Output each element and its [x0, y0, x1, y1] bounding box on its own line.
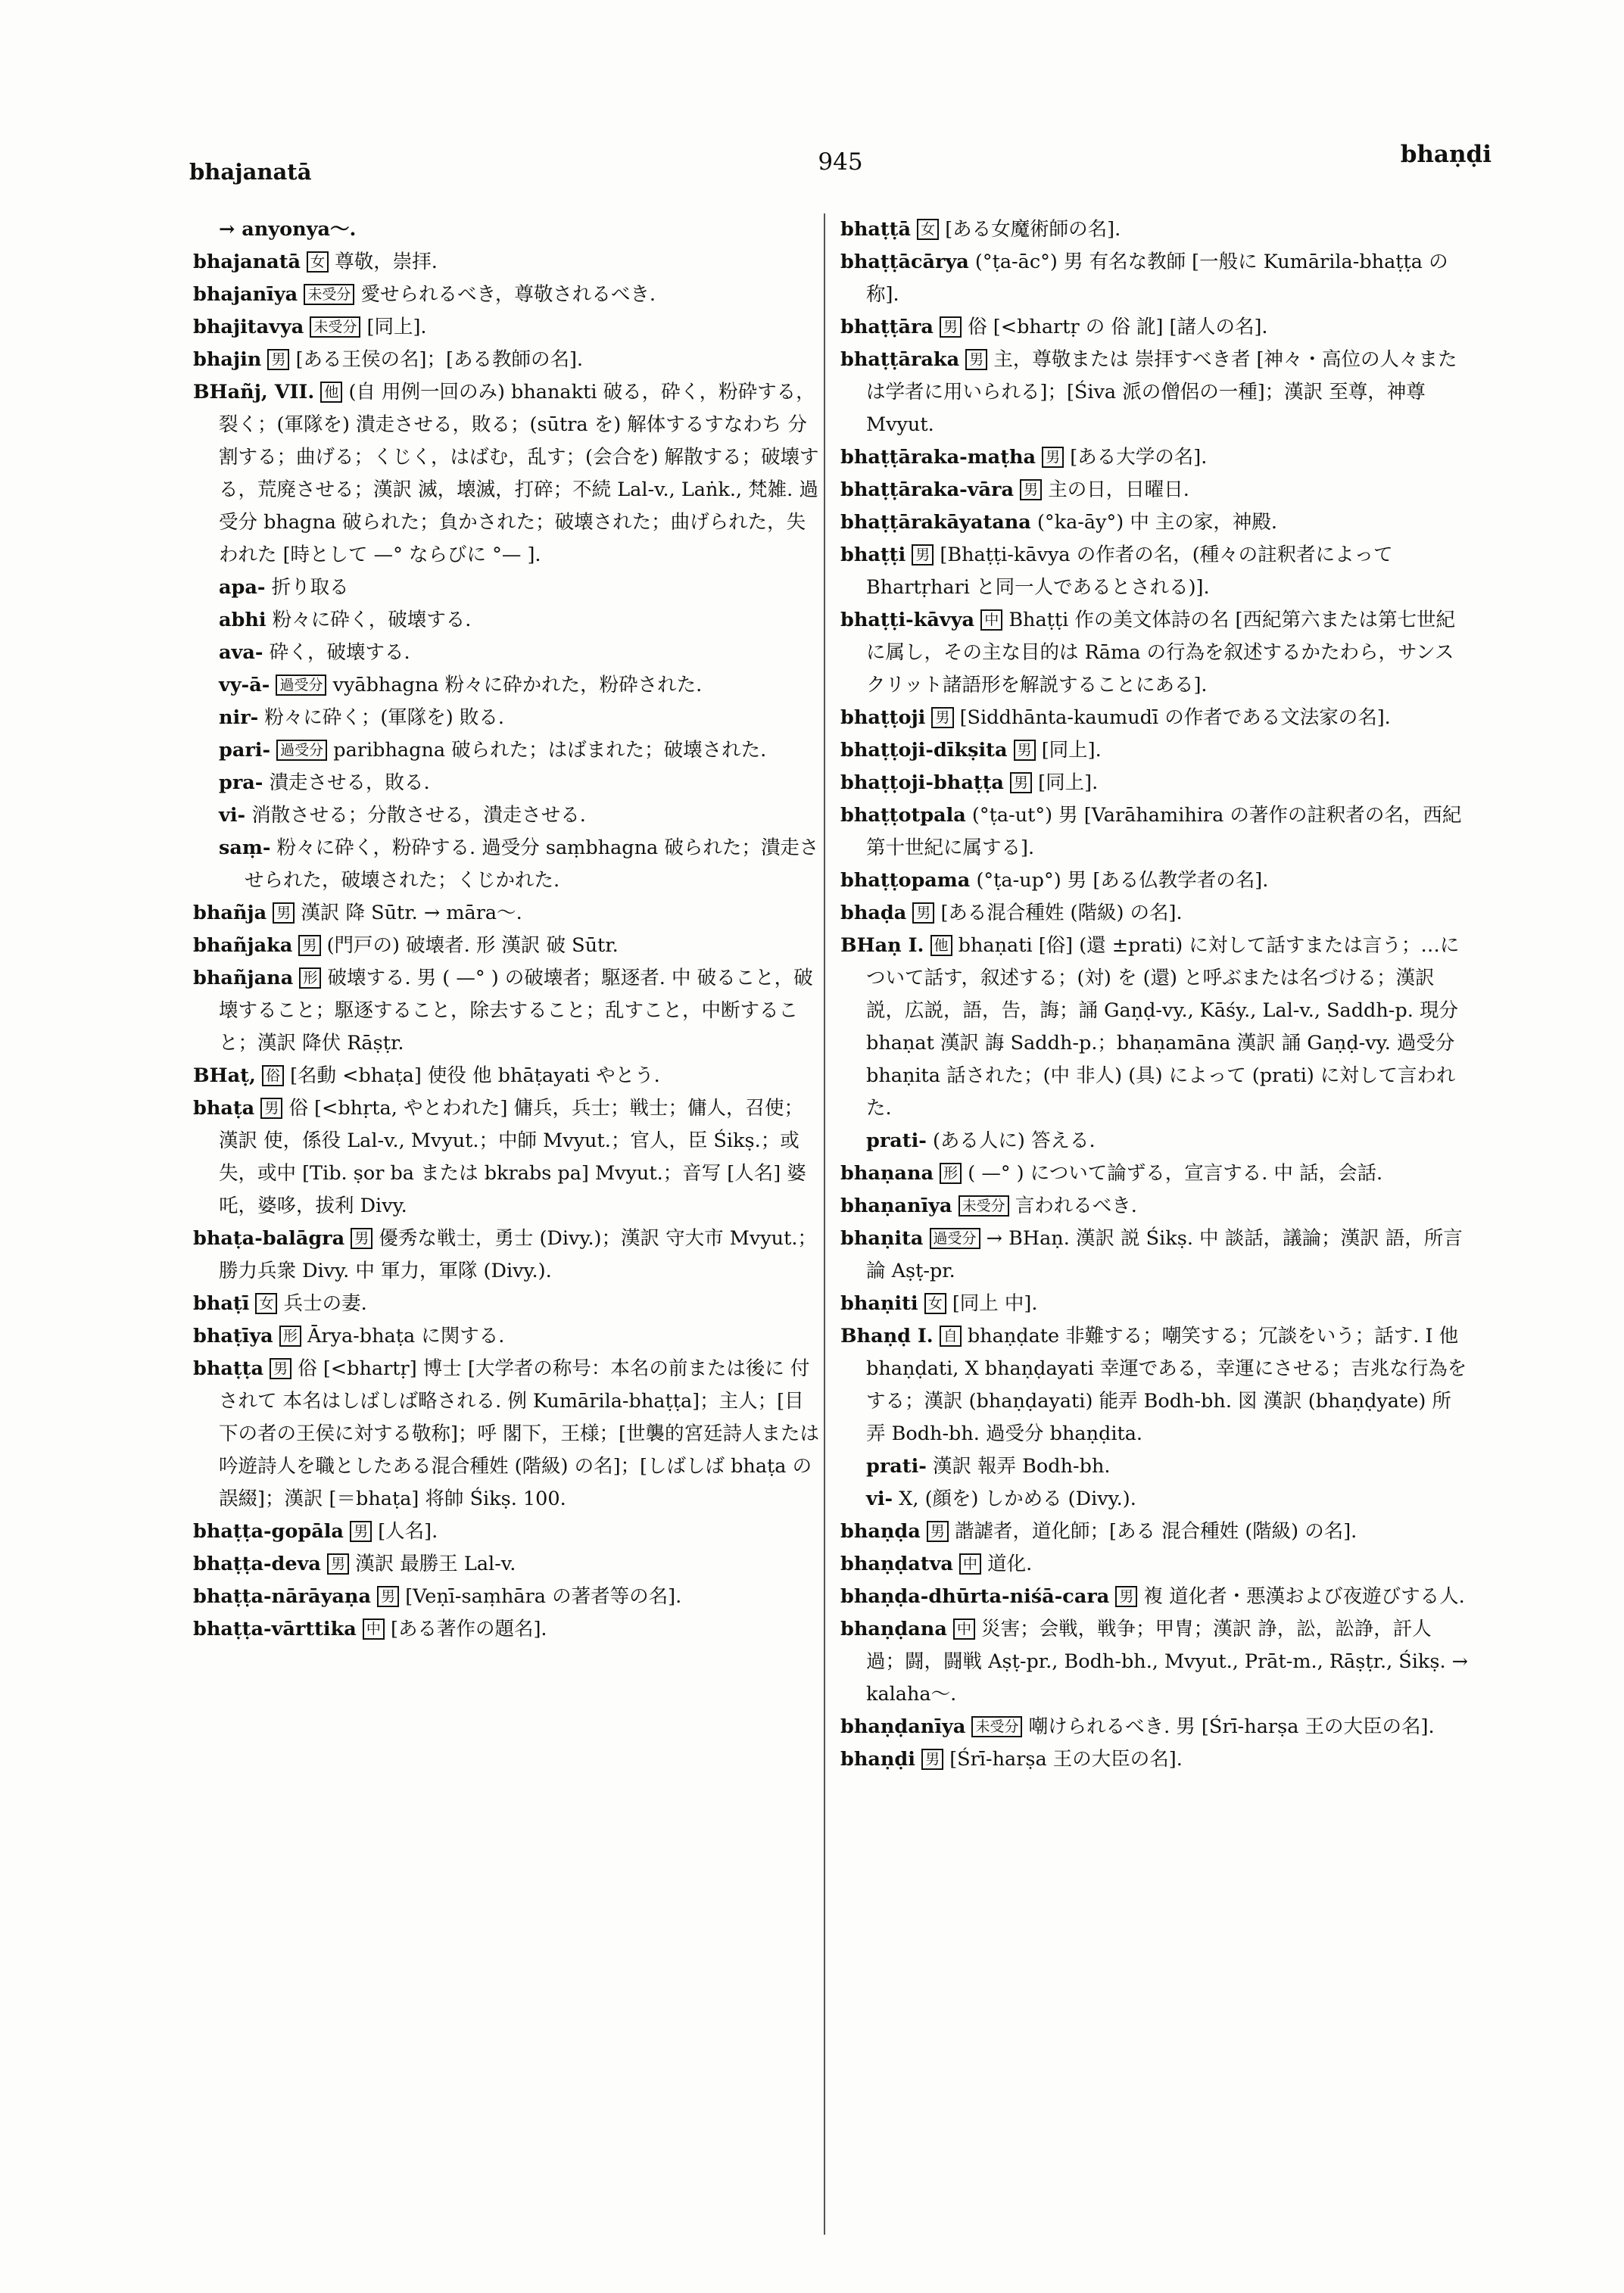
entry-definition: Ārya-bhaṭa に関する. — [307, 1325, 505, 1347]
entry-headword: bhajitavya — [193, 316, 304, 338]
entry-definition: [同上]. — [1038, 771, 1099, 794]
entry-headword: bhaṭṭi — [840, 544, 906, 566]
dictionary-entry — [193, 930, 821, 962]
entry-headword: bhaṭṭāraka — [840, 348, 960, 371]
entry-definition: X, (顔を) しかめる (Divy.). — [899, 1488, 1136, 1510]
entry-definition: 漢訳 降 Sūtr. → māra～. — [301, 902, 522, 924]
entry-definition: vyābhagna 粉々に砕かれた，粉砕された. — [332, 674, 703, 696]
grammar-tag: 未受分 — [310, 316, 360, 338]
entry-definition: (自 用例一回のみ) bhanakti 破る，砕く，粉砕する，裂く；(軍隊を) 潰走させる，敗る；(sūtra を) 解体するすなわち 分割する；曲げる；くじく，はばむ，乱す；(会合を) 解散する；破壊する，荒廃させる；漢訳 滅，壊滅，打碎；不続 Lal-v., Laṅk., 梵雑. 過受分 bhagna 破られた；負かされた；破壊された；曲げられた，失われた [時として —° ならびに °— ]. — [219, 381, 819, 566]
entry-headword: bhaṇana — [840, 1162, 934, 1185]
entry-definition: 粉々に砕く；(軍隊を) 敗る. — [264, 706, 504, 729]
grammar-tag: 男 — [912, 544, 934, 565]
grammar-tag: 男 — [377, 1586, 399, 1607]
dictionary-entry — [840, 1190, 1469, 1223]
grammar-tag: 他 — [930, 935, 952, 956]
right-column — [840, 213, 1469, 1776]
grammar-tag: 男 — [351, 1228, 372, 1249]
grammar-tag: 男 — [1042, 447, 1064, 468]
entry-headword: bhaṭṭoji — [840, 706, 926, 729]
dictionary-entry — [840, 734, 1469, 767]
entry-definition: 砕く，破壊する. — [269, 641, 410, 664]
entry-headword: bhaṭṭotpala — [840, 804, 966, 827]
entry-headword: vi- — [219, 804, 246, 827]
entry-headword: saṃ- — [219, 837, 271, 859]
dictionary-entry — [840, 1288, 1469, 1320]
entry-headword: bhaṇḍa-dhūrta-niśā-cara — [840, 1585, 1110, 1608]
dictionary-entry — [840, 213, 1469, 246]
entry-headword: bhañjana — [193, 967, 294, 989]
grammar-tag: 未受分 — [959, 1195, 1009, 1217]
entry-headword: bhaṭa — [193, 1097, 255, 1120]
entry-headword: bhaṭī — [193, 1292, 250, 1315]
entry-headword: BHaṇ I. — [840, 934, 924, 957]
grammar-tag: 女 — [307, 251, 329, 273]
dictionary-entry — [840, 930, 1469, 1125]
grammar-tag: 女 — [255, 1293, 277, 1314]
entry-definition: [ある著作の題名]. — [391, 1618, 547, 1640]
entry-headword: bhaṇḍana — [840, 1618, 947, 1640]
entry-headword: bhaṭṭopama — [840, 869, 971, 892]
grammar-tag: 男 — [912, 902, 934, 924]
dictionary-entry — [840, 1516, 1469, 1548]
entry-headword: bhaṭīya — [193, 1325, 273, 1347]
grammar-tag: 中 — [980, 609, 1002, 631]
entry-headword: ava- — [219, 641, 263, 664]
entry-definition: 道化. — [987, 1553, 1033, 1575]
entry-headword: bhaṭṭoji-dīkṣita — [840, 739, 1008, 762]
entry-definition: [ある混合種姓 (階級) の名]. — [940, 902, 1183, 924]
dictionary-entry — [193, 734, 821, 767]
dictionary-entry — [193, 1092, 821, 1223]
entry-definition: [Veṇī-saṃhāra の著者等の名]. — [405, 1585, 682, 1608]
dictionary-entry — [840, 1483, 1469, 1516]
dictionary-entry — [193, 1060, 821, 1092]
dictionary-entry — [840, 1157, 1469, 1190]
dictionary-entry — [193, 376, 821, 572]
dictionary-entry — [840, 1711, 1469, 1743]
entry-definition: → BHaṇ. 漢訳 説 Śikṣ. 中 談話，議論；漢訳 語，所言論 Aṣṭ-pr. — [866, 1227, 1463, 1282]
entry-headword: BHañj, VII. — [193, 381, 315, 403]
grammar-tag: 男 — [927, 1521, 949, 1542]
grammar-tag: 男 — [1014, 740, 1036, 761]
dictionary-entry — [193, 702, 821, 734]
entry-definition: [同上]. — [1041, 739, 1102, 762]
entry-headword: bhaṭṭa-gopāla — [193, 1520, 344, 1543]
entry-definition: 兵士の妻. — [283, 1292, 367, 1315]
grammar-tag: 男 — [270, 1358, 291, 1379]
entry-headword: abhi — [219, 609, 267, 631]
entry-definition: [Śrī-harṣa 王の大臣の名]. — [949, 1748, 1183, 1771]
entry-headword: Bhaṇḍ I. — [840, 1325, 934, 1347]
entry-headword: vy-ā- — [219, 674, 270, 696]
grammar-tag: 中 — [959, 1553, 981, 1575]
entry-definition: 粉々に砕く，粉砕する. 過受分 saṃbhagna 破られた；潰走させられた，破壊された；くじかれた. — [245, 837, 819, 892]
dictionary-entry — [840, 1320, 1469, 1450]
grammar-tag: 男 — [260, 1098, 282, 1119]
entry-headword: bhaṭṭā — [840, 218, 911, 241]
dictionary-entry — [193, 311, 821, 344]
entry-definition: 漢訳 最勝王 Lal-v. — [355, 1553, 516, 1575]
dictionary-entry — [840, 897, 1469, 930]
entry-definition: 潰走させる，敗る. — [269, 771, 430, 794]
entry-definition: (門戸の) 破壊者. 形 漢訳 破 Sūtr. — [326, 934, 619, 957]
grammar-tag: 男 — [1115, 1586, 1137, 1607]
dictionary-entry — [840, 1125, 1469, 1157]
grammar-tag: 中 — [953, 1618, 975, 1640]
dictionary-entry — [840, 1450, 1469, 1483]
entry-definition: (°ṭa-āc°) 男 有名な教師 [一般に Kumārila-bhaṭṭa の称]. — [866, 251, 1448, 306]
dictionary-entry — [193, 1223, 821, 1288]
entry-definition: [ある王侯の名]；[ある教師の名]. — [295, 348, 583, 371]
dictionary-entry — [193, 897, 821, 930]
dictionary-entry — [193, 799, 821, 832]
entry-headword: bhaṇḍa — [840, 1520, 921, 1543]
dictionary-entry — [193, 637, 821, 669]
grammar-tag: 女 — [924, 1293, 946, 1314]
entry-headword: bhaṇanīya — [840, 1195, 952, 1217]
entry-definition: 粉々に砕く，破壊する. — [272, 609, 472, 631]
grammar-tag: 男 — [350, 1521, 372, 1542]
dictionary-entry — [193, 669, 821, 702]
entry-headword: pari- — [219, 739, 271, 762]
entry-headword: bhaṭa-balāgra — [193, 1227, 345, 1250]
dictionary-entry — [840, 474, 1469, 506]
grammar-tag: 未受分 — [304, 284, 354, 305]
grammar-tag: 他 — [320, 382, 342, 403]
entry-definition: (°ṭa-up°) 男 [ある仏教学者の名]. — [976, 869, 1269, 892]
entry-headword: bhaṭṭi-kāvya — [840, 609, 975, 631]
dictionary-entry — [193, 344, 821, 376]
entry-headword: bhaṭṭārakāyatana — [840, 511, 1031, 534]
dictionary-entry — [840, 506, 1469, 539]
grammar-tag: 男 — [298, 935, 320, 956]
entry-headword: bhaṇḍatva — [840, 1553, 953, 1575]
entry-definition: 俗 [<bhartṛ] 博士 [大学者の称号：本名の前または後に 付されて 本名はしばしば略される. 例 Kumārila-bhaṭṭa]；主人；[目下の者の王侯に対する敬称]；呼 閣下，王様；[世襲的宮廷詩人または吟遊詩人を職としたある混合種姓 (階級) の名]；[しばしば bhaṭa の誤綴]；漢訳 [＝bhaṭa] 将帥 Śikṣ. 100. — [219, 1357, 820, 1510]
grammar-tag: 女 — [917, 219, 939, 240]
entry-definition: 主，尊敬または 崇拝すべき者 [神々・高位の人々または学者に用いられる]；[Śiva 派の僧侶の一種]；漢訳 至尊，神尊 Mvyut. — [866, 348, 1457, 436]
entry-headword: bhaṭṭāraka-vāra — [840, 478, 1015, 501]
dictionary-entry — [193, 1613, 821, 1646]
entry-definition: bhaṇḍate 非難する；嘲笑する；冗談をいう；話す. I 他 bhaṇḍati, X bhaṇḍayati 幸運である，幸運にさせる；吉兆な行為をする；漢訳 (bhaṇḍayati) 能弄 Bodh-bh. 図 漢訳 (bhaṇḍyate) 所弄 Bodh-bh. 過受分 bhaṇḍita. — [866, 1325, 1467, 1445]
grammar-tag: 男 — [931, 707, 953, 728]
entry-definition: (°ka-āy°) 中 主の家，神殿. — [1036, 511, 1278, 534]
dictionary-entry — [193, 1288, 821, 1320]
dictionary-entry — [193, 1548, 821, 1581]
entry-definition: 主の日，日曜日. — [1048, 478, 1189, 501]
entry-headword: bhaṭṭa-vārttika — [193, 1618, 357, 1640]
dictionary-entry — [193, 246, 821, 279]
dictionary-entry — [840, 865, 1469, 897]
entry-headword: nir- — [219, 706, 259, 729]
entry-definition: Bhaṭṭi 作の美文体詩の名 [西紀第六または第七世紀に属し，その主な目的は Rāma の行為を叙述するかたわら，サンスクリット諸語形を解説することにある]. — [866, 609, 1455, 696]
dictionary-entry — [193, 1516, 821, 1548]
entry-definition: [名動 <bhaṭa] 使役 他 bhāṭayati やとう. — [290, 1064, 660, 1087]
entry-headword: apa- — [219, 576, 266, 599]
entry-definition: 漢訳 報弄 Bodh-bh. — [932, 1455, 1111, 1478]
entry-definition: 俗 [<bhartṛ の 俗 訛] [諸人の名]. — [968, 316, 1268, 338]
entry-definition: [同上]. — [366, 316, 427, 338]
dictionary-entry — [193, 1320, 821, 1353]
grammar-tag: 過受分 — [276, 675, 326, 696]
dictionary-entry — [840, 767, 1469, 799]
grammar-tag: 男 — [267, 349, 289, 370]
dictionary-entry — [840, 246, 1469, 311]
dictionary-entry — [193, 213, 821, 246]
dictionary-entry — [840, 311, 1469, 344]
grammar-tag: 男 — [1020, 479, 1042, 500]
entry-headword: bhaṇiti — [840, 1292, 918, 1315]
dictionary-entry — [840, 702, 1469, 734]
entry-definition: (ある人に) 答える. — [932, 1129, 1096, 1152]
dictionary-entry — [193, 572, 821, 604]
entry-definition: 嘲けられるべき. 男 [Śrī-harṣa 王の大臣の名]. — [1028, 1715, 1435, 1738]
grammar-tag: 形 — [940, 1163, 962, 1184]
entry-headword: vi- — [866, 1488, 893, 1510]
grammar-tag: 男 — [940, 316, 962, 338]
dictionary-entry — [840, 1548, 1469, 1581]
entry-headword: pra- — [219, 771, 263, 794]
grammar-tag: 過受分 — [930, 1228, 980, 1249]
entry-headword: bhaṭṭācārya — [840, 251, 969, 273]
entry-definition: 災害；会戦，戦争；甲冑；漢訳 諍，訟，訟諍，訐人過；闘，闘戦 Aṣṭ-pr., Bodh-bh., Mvyut., Prāt-m., Rāṣṭr., Śikṣ. → kalaha～. — [866, 1618, 1469, 1706]
entry-definition: 言われるべき. — [1015, 1195, 1137, 1217]
entry-definition: [Bhaṭṭi-kāvya の作者の名，(種々の註釈者によって Bhartṛhari と同一人であるとされる)]. — [866, 544, 1393, 599]
entry-definition: [人名]. — [378, 1520, 438, 1543]
dictionary-entry — [193, 962, 821, 1060]
entry-headword: bhaṭṭoji-bhaṭṭa — [840, 771, 1004, 794]
left-column — [193, 213, 821, 1646]
entry-definition: ( —° ) について論ずる，宣言する. 中 話，会話. — [968, 1162, 1383, 1185]
entry-headword: BHaṭ, — [193, 1064, 256, 1087]
grammar-tag: 形 — [299, 967, 321, 989]
entry-headword: bhaṇita — [840, 1227, 924, 1250]
entry-definition: (°ṭa-ut°) 男 [Varāhamihira の著作の註釈者の名，西紀第十世紀に属する]. — [866, 804, 1462, 859]
entry-definition: [ある大学の名]. — [1070, 446, 1208, 469]
grammar-tag: 過受分 — [276, 740, 327, 761]
entry-headword: bhajin — [193, 348, 262, 371]
entry-definition: 尊敬，崇拝. — [335, 251, 438, 273]
entry-headword: prati- — [866, 1129, 927, 1152]
dictionary-entry — [193, 1353, 821, 1516]
entry-definition: paribhagna 破られた；はばまれた；破壊された. — [333, 739, 767, 762]
entry-headword: bhajanīya — [193, 283, 298, 306]
entry-definition: [Siddhānta-kaumudī の作者である文法家の名]. — [959, 706, 1391, 729]
grammar-tag: 未受分 — [971, 1716, 1022, 1737]
grammar-tag: 形 — [279, 1326, 301, 1347]
entry-headword: bhaṭṭa — [193, 1357, 263, 1380]
entry-definition: 折り取る — [271, 576, 349, 599]
dictionary-entry — [840, 604, 1469, 702]
entry-definition: bhaṇati [俗] (還 ±prati) に対して話すまたは言う；…について話す，叙述する；(対) を (還) と呼ぶまたは名づける；漢訳 説，広説，語，告，誨；誦 Gaṇḍ-vy., Kāśy., Lal-v., Saddh-p. 現分 bhaṇat 漢訳 誨 Saddh-p.；bhaṇamāna 漢訳 誦 Gaṇḍ-vy. 過受分 bhaṇita 話された；(中 非人) (具) によって (prati) に対して言われた. — [866, 934, 1460, 1120]
dictionary-entry — [840, 1581, 1469, 1613]
entry-definition: 愛せられるべき，尊敬されるべき. — [360, 283, 656, 306]
entry-headword: bhajanatā — [193, 251, 301, 273]
entry-definition: 複 道化者・悪漢および夜遊びする人. — [1143, 1585, 1465, 1608]
grammar-tag: 俗 — [262, 1065, 284, 1086]
dictionary-entry — [840, 344, 1469, 441]
entry-headword: bhaṇḍi — [840, 1748, 915, 1771]
entry-headword: bhaṭṭāraka-maṭha — [840, 446, 1036, 469]
dictionary-entry — [840, 1743, 1469, 1776]
entry-definition: 破壊する. 男 ( —° ) の破壊者；駆逐者. 中 破ること，破壊すること；駆逐すること，除去すること；乱すこと，中断すること；漢訳 降伏 Rāṣṭr. — [219, 967, 813, 1055]
entry-headword: bhaṭṭāra — [840, 316, 934, 338]
grammar-tag: 自 — [940, 1326, 962, 1347]
dictionary-entry — [193, 604, 821, 637]
page-number: 945 — [818, 148, 863, 176]
entry-definition: 諧謔者，道化師；[ある 混合種姓 (階級) の名]. — [955, 1520, 1357, 1543]
entry-headword: bhaḍa — [840, 902, 907, 924]
dictionary-entry — [840, 441, 1469, 474]
grammar-tag: 男 — [1010, 772, 1032, 793]
grammar-tag: 男 — [327, 1553, 349, 1575]
dictionary-entry — [193, 1581, 821, 1613]
entry-definition: 俗 [<bhṛta, やとわれた] 傭兵，兵士；戦士；傭人，召使；漢訳 使，係役 Lal-v., Mvyut.；中師 Mvyut.；官人，臣 Śikṣ.；或失，或中 [Tib. ṣor ba または bkrabs pa] Mvyut.；音写 [人名] 婆吒，婆哆，拔利 Divy. — [219, 1097, 806, 1217]
entry-headword: bhañja — [193, 902, 267, 924]
grammar-tag: 男 — [965, 349, 987, 370]
entry-definition: 消散させる；分散させる，潰走させる. — [251, 804, 586, 827]
entry-headword: bhañjaka — [193, 934, 293, 957]
grammar-tag: 男 — [273, 902, 295, 924]
header-right-guideword: bhaṇḍi — [1400, 141, 1492, 168]
entry-headword: bhaṇḍanīya — [840, 1715, 966, 1738]
entry-headword: bhaṭṭa-deva — [193, 1553, 321, 1575]
dictionary-entry — [840, 799, 1469, 865]
dictionary-entry — [193, 767, 821, 799]
entry-definition: 優秀な戦士，勇士 (Divy.)；漢訳 守大市 Mvyut.；勝力兵衆 Divy. 中 軍力，軍隊 (Divy.). — [219, 1227, 817, 1282]
entry-definition: [ある女魔術師の名]. — [945, 218, 1121, 241]
grammar-tag: 中 — [363, 1618, 385, 1640]
dictionary-entry — [840, 1223, 1469, 1288]
dictionary-entry — [193, 279, 821, 311]
grammar-tag: 男 — [921, 1749, 943, 1770]
entry-headword: → anyonya～. — [219, 218, 357, 241]
dictionary-entry — [840, 539, 1469, 604]
dictionary-entry — [193, 832, 821, 897]
header-left-guideword: bhajanatā — [189, 159, 312, 185]
entry-headword: bhaṭṭa-nārāyaṇa — [193, 1585, 371, 1608]
dictionary-entry — [840, 1613, 1469, 1711]
running-header — [189, 114, 1492, 185]
column-divider — [824, 213, 825, 2235]
entry-headword: prati- — [866, 1455, 927, 1478]
entry-definition: [同上 中]. — [952, 1292, 1038, 1315]
